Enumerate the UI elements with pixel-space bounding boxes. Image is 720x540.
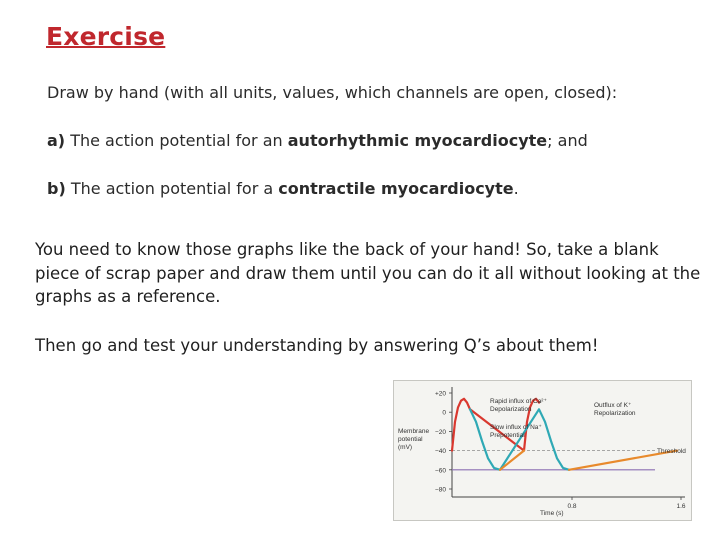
paragraph-practice: You need to know those graphs like the back of your hand! So, take a blank piece of scrap paper and draw them until you can do it all without looking at the graphs as a reference. [35, 240, 701, 306]
item-b-before: The action potential for a [65, 179, 279, 198]
annotation-repolarization-line1: Outflux of K⁺ [594, 402, 632, 409]
item-b-prefix: b) [47, 179, 66, 198]
annotation-prepotential-line1: Slow influx of Na⁺ [490, 424, 542, 431]
item-b-after: . [513, 179, 519, 198]
item-a-bold: autorhythmic myocardiocyte [287, 131, 548, 150]
page-title: Exercise [46, 22, 166, 51]
item-a-before: The action potential for an [65, 131, 288, 150]
x-tick-label: 1.6 [676, 503, 686, 510]
y-axis-label-line2: potential [398, 436, 423, 443]
item-b-bold: contractile myocardiocyte [278, 179, 514, 198]
y-axis-label-line3: (mV) [398, 444, 413, 451]
threshold-label: Threshold [657, 448, 686, 456]
item-a-prefix: a) [47, 131, 66, 150]
y-tick-label: −60 [434, 467, 446, 475]
y-axis-label-line1: Membrane [398, 428, 430, 435]
annotation-depolarization-line1: Rapid influx of Ca²⁺ [490, 398, 547, 405]
action-potential-chart [394, 381, 693, 522]
annotation-prepotential-line2: Prepotential [490, 432, 525, 439]
instruction-text: Draw by hand (with all units, values, which channels are open, closed): [47, 83, 618, 102]
annotation-depolarization-line2: Depolarization [490, 406, 532, 413]
item-b [47, 179, 519, 198]
y-tick-label: 0 [442, 409, 446, 417]
y-tick-label: +20 [434, 390, 446, 398]
annotation-repolarization-line2: Repolarization [594, 410, 636, 417]
x-axis-label: Time (s) [540, 510, 564, 517]
repolarization-series-line [470, 409, 569, 470]
action-potential-figure [393, 380, 692, 521]
item-a-after: ; and [547, 131, 588, 150]
paragraph-test: Then go and test your understanding by answering Q’s about them! [35, 336, 599, 355]
x-tick-label: 0.8 [567, 503, 577, 510]
y-tick-label: −40 [434, 448, 446, 456]
y-tick-label: −80 [434, 486, 446, 494]
prepotential-series-line [500, 451, 524, 470]
item-a [47, 131, 588, 150]
y-tick-label: −20 [434, 428, 446, 436]
